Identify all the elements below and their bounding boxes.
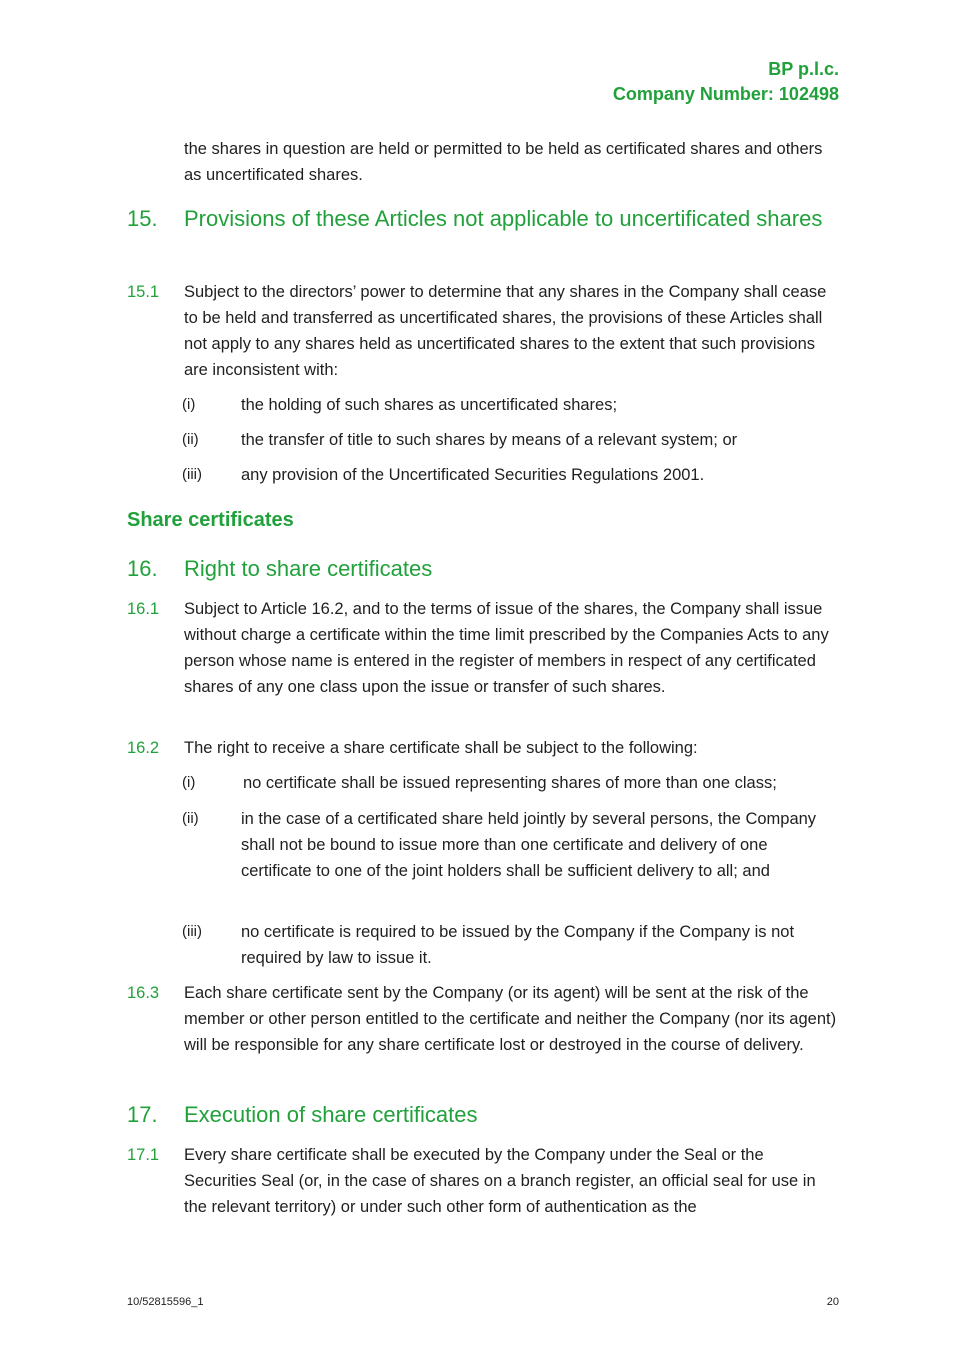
clause-16-1-number: 16.1 [127,600,160,618]
clause-16-2-item-i-number: (i) [182,774,196,791]
article-16-title: Right to share certificates [184,556,433,581]
clause-16-2-item-iii-text: no certificate is required to be issued by the Company if the Company is not required by law to issue it. [241,923,795,967]
page-number: 20 [826,1296,839,1308]
clause-15-1-item-ii-number: (ii) [182,431,199,448]
clause-15-1-text: Subject to the directors’ power to determine that any shares in the Company shall cease to be held and transferred as uncertificated shares, the provisions of these Articles shall not apply to any shares held as uncertificated shares to the extent that such provisions are inconsistent with: [184,283,827,379]
intro-paragraph: the shares in question are held or permitted to be held as certificated shares and others as uncertificated shares. [184,140,823,184]
article-15-title: Provisions of these Articles not applicable to uncertificated shares [184,206,823,231]
clause-15-1-item-iii-number: (iii) [182,466,202,483]
clause-16-2-item-iii-number: (iii) [182,923,202,940]
article-17-number: 17. [127,1102,158,1127]
clause-16-2-item-ii-text: in the case of a certificated share held jointly by several persons, the Company shall not be bound to issue more than one certificate and delivery of one certificate to one of the joint holders shall be sufficient delivery to all; and [241,810,817,880]
clause-17-1-number: 17.1 [127,1146,160,1164]
clause-17-1-text: Every share certificate shall be executed by the Company under the Seal or the Securities Seal (or, in the case of shares on a branch register, an official seal for use in the relevant territory) or under such other form of authentication as the [184,1146,816,1216]
article-16-number: 16. [127,556,158,581]
clause-16-3-text: Each share certificate sent by the Company (or its agent) will be sent at the risk of the member or other person entitled to the certificate and neither the Company (nor its agent) will be responsible for any share certificate lost or destroyed in the course of delivery. [184,984,837,1054]
company-name: BP p.l.c. [768,59,839,79]
section-heading: Share certificates [127,509,294,531]
clause-15-1-item-i-text: the holding of such shares as uncertificated shares; [241,396,618,414]
clause-16-3-number: 16.3 [127,984,160,1002]
clause-15-1-number: 15.1 [127,283,160,301]
article-17-title: Execution of share certificates [184,1102,478,1127]
clause-16-2-number: 16.2 [127,739,160,757]
clause-16-2-item-ii-number: (ii) [182,810,199,827]
clause-15-1-item-iii-text: any provision of the Uncertificated Securities Regulations 2001. [241,466,705,484]
article-15-number: 15. [127,206,158,231]
clause-16-2-item-i-text: no certificate shall be issued representing shares of more than one class; [243,774,777,792]
clause-15-1-item-i-number: (i) [182,396,196,413]
clause-16-1-text: Subject to Article 16.2, and to the terms of issue of the shares, the Company shall issue without charge a certificate within the time limit prescribed by the Companies Acts to any person whose name is entered in the register of members in respect of any certificated shares of any one class upon the issue or transfer of such shares. [184,600,829,696]
company-number: Company Number: 102498 [612,84,839,104]
clause-16-2-text: The right to receive a share certificate shall be subject to the following: [184,739,698,757]
clause-15-1-item-ii-text: the transfer of title to such shares by means of a relevant system; or [241,431,738,449]
document-reference: 10/52815596_1 [127,1296,204,1308]
